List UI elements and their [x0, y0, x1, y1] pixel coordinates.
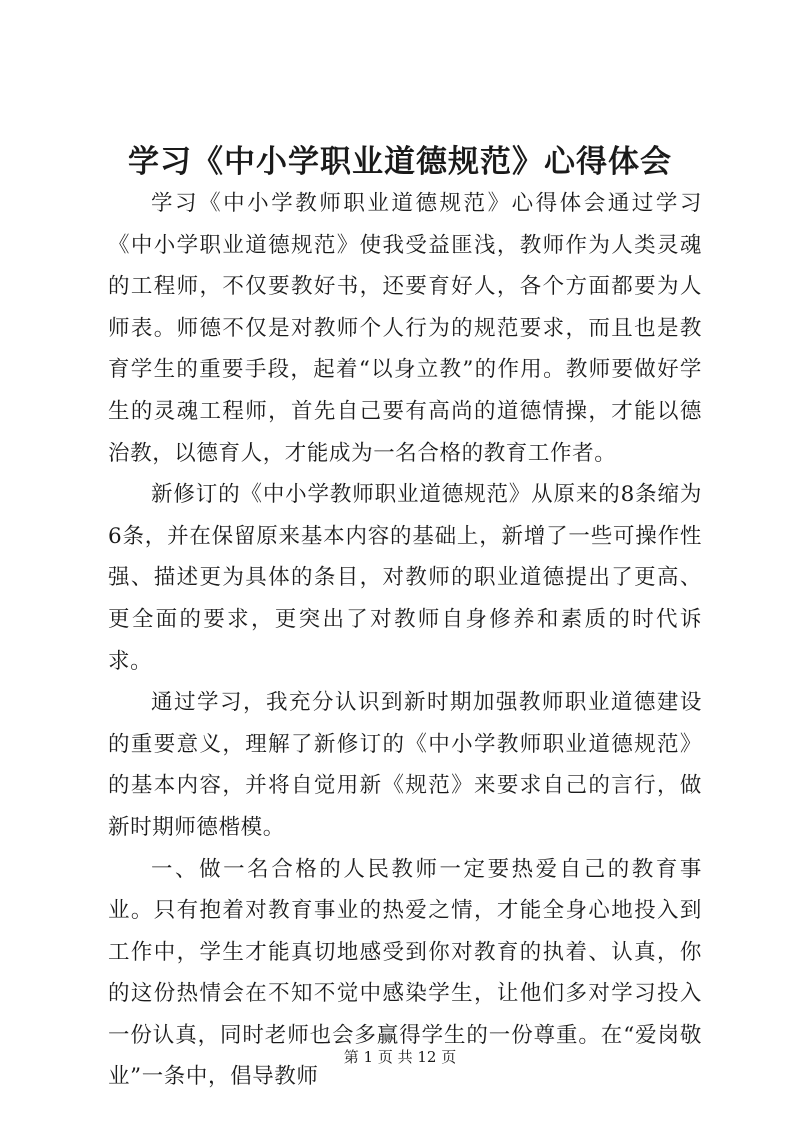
paragraph-3: 通过学习，我充分认识到新时期加强教师职业道德建设的重要意义，理解了新修订的《中小学教师职业道德规范》的基本内容，并将自觉用新《规范》来要求自己的言行，做新时期师德楷模。	[108, 690, 702, 840]
paragraph-4: 一、做一名合格的人民教师一定要热爱自己的教育事业。只有抱着对教育事业的热爱之情，才能全身心地投入到工作中，学生才能真切地感受到你对教育的执着、认真，你的这份热情会在不知不觉中感染学生，让他们多对学习投入一份认真，同时老师也会多赢得学生的一份尊重。在“爱岗敬业”一条中，倡导教师	[108, 856, 702, 1090]
paragraph-1: 学习《中小学教师职业道德规范》心得体会通过学习《中小学职业道德规范》使我受益匪浅，教师作为人类灵魂的工程师，不仅要教好书，还要育好人，各个方面都要为人师表。师德不仅是对教师个人行为的规范要求，而且也是教育学生的重要手段，起着“以身立教”的作用。教师要做好学生的灵魂工程师，首先自己要有高尚的道德情操，才能以德治教，以德育人，才能成为一名合格的教育工作者。	[108, 191, 702, 466]
document-body	[108, 183, 702, 1098]
paragraph-2: 新修订的《中小学教师职业道德规范》从原来的8条缩为6条，并在保留原来基本内容的基础上，新增了一些可操作性强、描述更为具体的条目，对教师的职业道德提出了更高、更全面的要求，更突出了对教师自身修养和素质的时代诉求。	[108, 482, 702, 674]
page-footer: 第 1 页 共 12 页	[343, 1048, 457, 1066]
document-title: 学习《中小学职业道德规范》心得体会	[128, 144, 672, 180]
